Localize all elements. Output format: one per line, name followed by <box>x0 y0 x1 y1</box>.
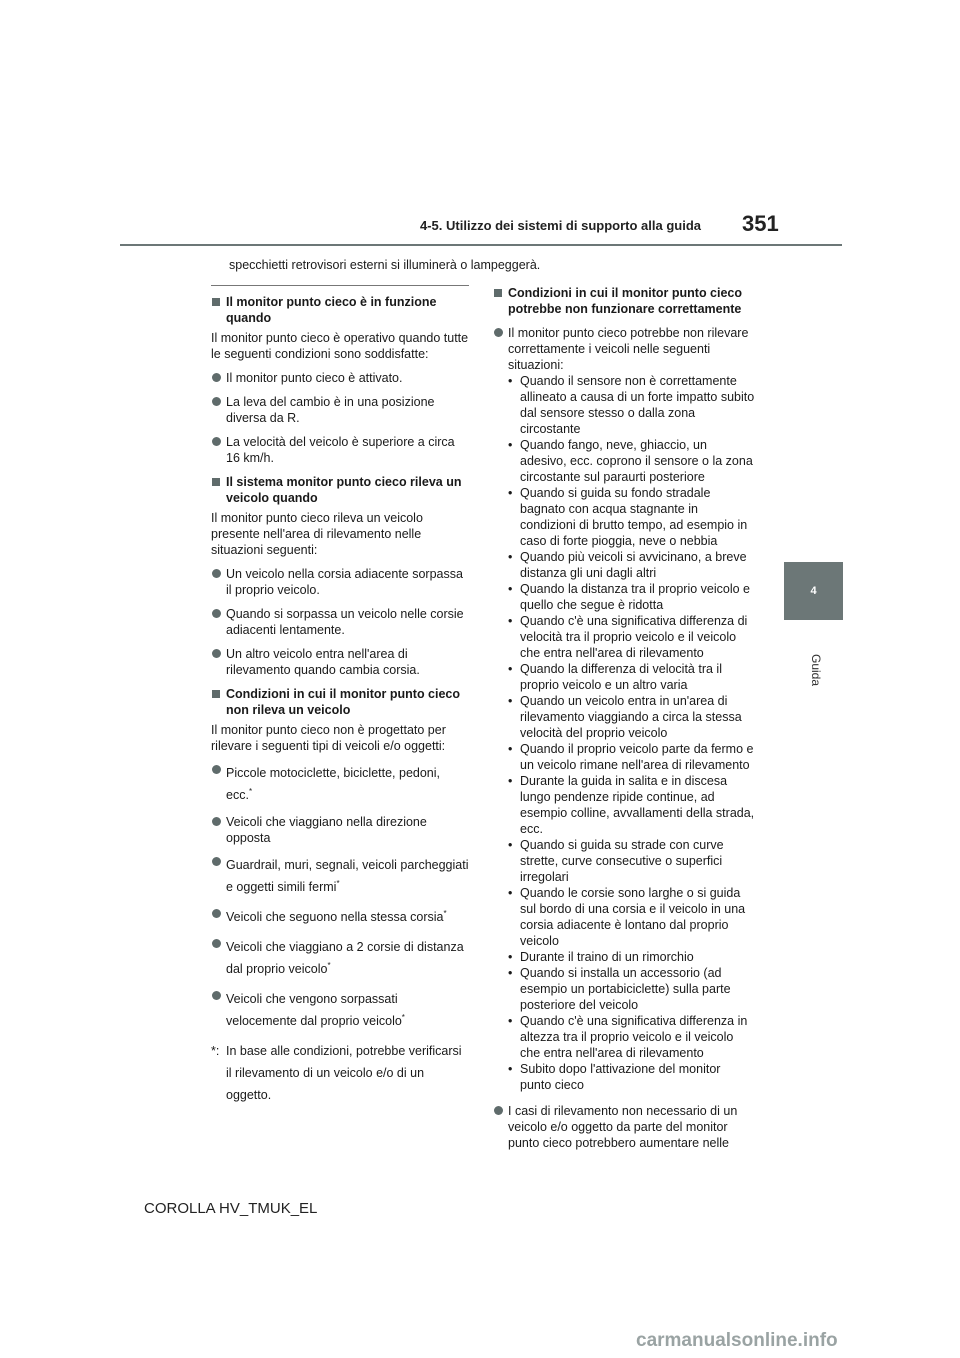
list-item: Un altro veicolo entra nell'area di rilevamento quando cambia corsia. <box>211 646 469 678</box>
section-intro: Il monitor punto cieco è operativo quando tutte le seguenti condizioni sono soddisfatte: <box>211 331 469 361</box>
section-title: Condizioni in cui il monitor punto cieco potrebbe non funzionare correttamente <box>508 286 743 316</box>
section-title: Condizioni in cui il monitor punto cieco non rileva un veicolo <box>226 687 461 717</box>
bullet-dot-icon <box>494 328 503 337</box>
chapter-tab <box>784 562 843 620</box>
footer-model-code: COROLLA HV_TMUK_EL <box>144 1200 318 1217</box>
sub-list-item: • Durante la guida in salita e in discesa lungo pendenze ripide continue, ad esempio colline, avvallamenti della strada, ecc. <box>508 773 755 837</box>
footnote-mark: * <box>401 1012 405 1022</box>
sub-list-item: • Quando le corsie sono larghe o si guida sul bordo di una corsia e il veicolo in una corsia adiacente è lontano dal proprio veicolo <box>508 885 755 949</box>
bullet-dot-icon <box>212 373 221 382</box>
bullet-dot-icon <box>212 909 221 918</box>
bullet-dot-icon <box>212 397 221 406</box>
square-bullet-icon <box>212 478 220 486</box>
section-heading <box>211 686 469 718</box>
sub-list-item: • Quando si installa un accessorio (ad esempio un portabiciclette) sulla parte posteriore del veicolo <box>508 965 755 1013</box>
lead-text: specchietti retrovisori esterni si illuminerà o lampeggerà. <box>229 258 541 272</box>
list-item: Veicoli che viaggiano a 2 corsie di distanza dal proprio veicolo* <box>211 936 469 980</box>
list-item: Veicoli che vengono sorpassati velocemente dal proprio veicolo* <box>211 988 469 1032</box>
footnote-text: In base alle condizioni, potrebbe verificarsi il rilevamento di un veicolo e/o di un oggetto. <box>226 1044 462 1102</box>
watermark-link[interactable]: carmanualsonline.info <box>636 1330 838 1351</box>
sub-list-item: • Quando si guida su fondo stradale bagnato con acqua stagnante in condizioni di brutto tempo, ad esempio in caso di forte pioggia, neve o nebbia <box>508 485 755 549</box>
footnote <box>211 1040 469 1106</box>
list-item: Veicoli che seguono nella stessa corsia* <box>211 906 469 928</box>
square-bullet-icon <box>494 289 502 297</box>
list-item: I casi di rilevamento non necessario di un veicolo e/o oggetto da parte del monitor punto cieco potrebbero aumentare nelle <box>493 1103 755 1151</box>
bullet-dot-icon <box>212 569 221 578</box>
list-item: Il monitor punto cieco è attivato. <box>211 370 469 386</box>
sub-list-item: • Durante il traino di un rimorchio <box>508 949 755 965</box>
section-header: 4-5. Utilizzo dei sistemi di supporto alla guida <box>420 218 701 233</box>
section-heading <box>493 285 755 317</box>
page-number: 351 <box>742 211 779 236</box>
bullet-dot-icon <box>494 1106 503 1115</box>
sub-list-item: • Quando la differenza di velocità tra il proprio veicolo e un altro varia <box>508 661 755 693</box>
list-item: Quando si sorpassa un veicolo nelle corsie adiacenti lentamente. <box>211 606 469 638</box>
sub-list-item: • Quando un veicolo entra in un'area di rilevamento viaggiando a circa la stessa velocità del proprio veicolo <box>508 693 755 741</box>
list-item: Guardrail, muri, segnali, veicoli parcheggiati e oggetti simili fermi* <box>211 854 469 898</box>
section-intro: Il monitor punto cieco non è progettato per rilevare i seguenti tipi di veicoli e/o oggetti: <box>211 723 446 753</box>
footnote-label: *: <box>211 1044 220 1058</box>
bullet-dot-icon <box>212 857 221 866</box>
sub-list-item: • Quando il proprio veicolo parte da fermo e un veicolo rimane nell'area di rilevamento <box>508 741 755 773</box>
section-heading <box>211 474 469 506</box>
right-column <box>493 285 755 1159</box>
bullet-dot-icon <box>212 437 221 446</box>
sub-list-item: • Quando c'è una significativa differenza di velocità tra il proprio veicolo e il veicolo che entra nell'area di rilevamento <box>508 613 755 661</box>
list-item: Un veicolo nella corsia adiacente sorpassa il proprio veicolo. <box>211 566 469 598</box>
chapter-label: Guida <box>809 653 823 687</box>
footnote-mark: * <box>443 908 447 918</box>
section-title: Il monitor punto cieco è in funzione quando <box>226 295 437 325</box>
list-item: Veicoli che viaggiano nella direzione opposta <box>211 814 469 846</box>
square-bullet-icon <box>212 298 220 306</box>
list-item: La velocità del veicolo è superiore a circa 16 km/h. <box>211 434 469 466</box>
footnote-mark: * <box>327 960 331 970</box>
footnote-mark: * <box>336 878 340 888</box>
bullet-dot-icon <box>212 939 221 948</box>
left-column <box>211 285 469 1106</box>
list-item: La leva del cambio è in una posizione diversa da R. <box>211 394 469 426</box>
header-divider <box>120 244 842 246</box>
column-divider <box>211 285 469 286</box>
bullet-dot-icon <box>212 765 221 774</box>
bullet-dot-icon <box>212 609 221 618</box>
sub-list-item: • Subito dopo l'attivazione del monitor punto cieco <box>508 1061 755 1093</box>
footnote-mark: * <box>248 786 253 796</box>
sub-list <box>508 373 755 1093</box>
bullet-dot-icon <box>212 817 221 826</box>
bullet-dot-icon <box>212 649 221 658</box>
sub-list-item: • Quando c'è una significativa differenza in altezza tra il proprio veicolo e il veicolo che entra nell'area di rilevamento <box>508 1013 755 1061</box>
sub-list-item: • Quando il sensore non è correttamente allineato a causa di un forte impatto subito dal sensore stesso o dalla zona circostante <box>508 373 755 437</box>
square-bullet-icon <box>212 690 220 698</box>
bullet-dot-icon <box>212 991 221 1000</box>
section-heading <box>211 294 469 326</box>
sub-list-item: • Quando più veicoli si avvicinano, a breve distanza gli uni dagli altri <box>508 549 755 581</box>
sub-list-item: • Quando fango, neve, ghiaccio, un adesivo, ecc. coprono il sensore o la zona circostante sul paraurti posteriore <box>508 437 755 485</box>
sub-list-item: • Quando la distanza tra il proprio veicolo e quello che segue è ridotta <box>508 581 755 613</box>
list-item: Il monitor punto cieco potrebbe non rilevare correttamente i veicoli nelle seguenti situazioni: <box>493 325 755 373</box>
list-item: Piccole motociclette, biciclette, pedoni, ecc.* <box>211 762 469 806</box>
section-intro: Il monitor punto cieco rileva un veicolo presente nell'area di rilevamento nelle situazioni seguenti: <box>211 511 423 557</box>
sub-list-item: • Quando si guida su strade con curve strette, curve consecutive o superfici irregolari <box>508 837 755 885</box>
section-title: Il sistema monitor punto cieco rileva un veicolo quando <box>226 475 462 505</box>
chapter-number: 4 <box>810 585 817 597</box>
